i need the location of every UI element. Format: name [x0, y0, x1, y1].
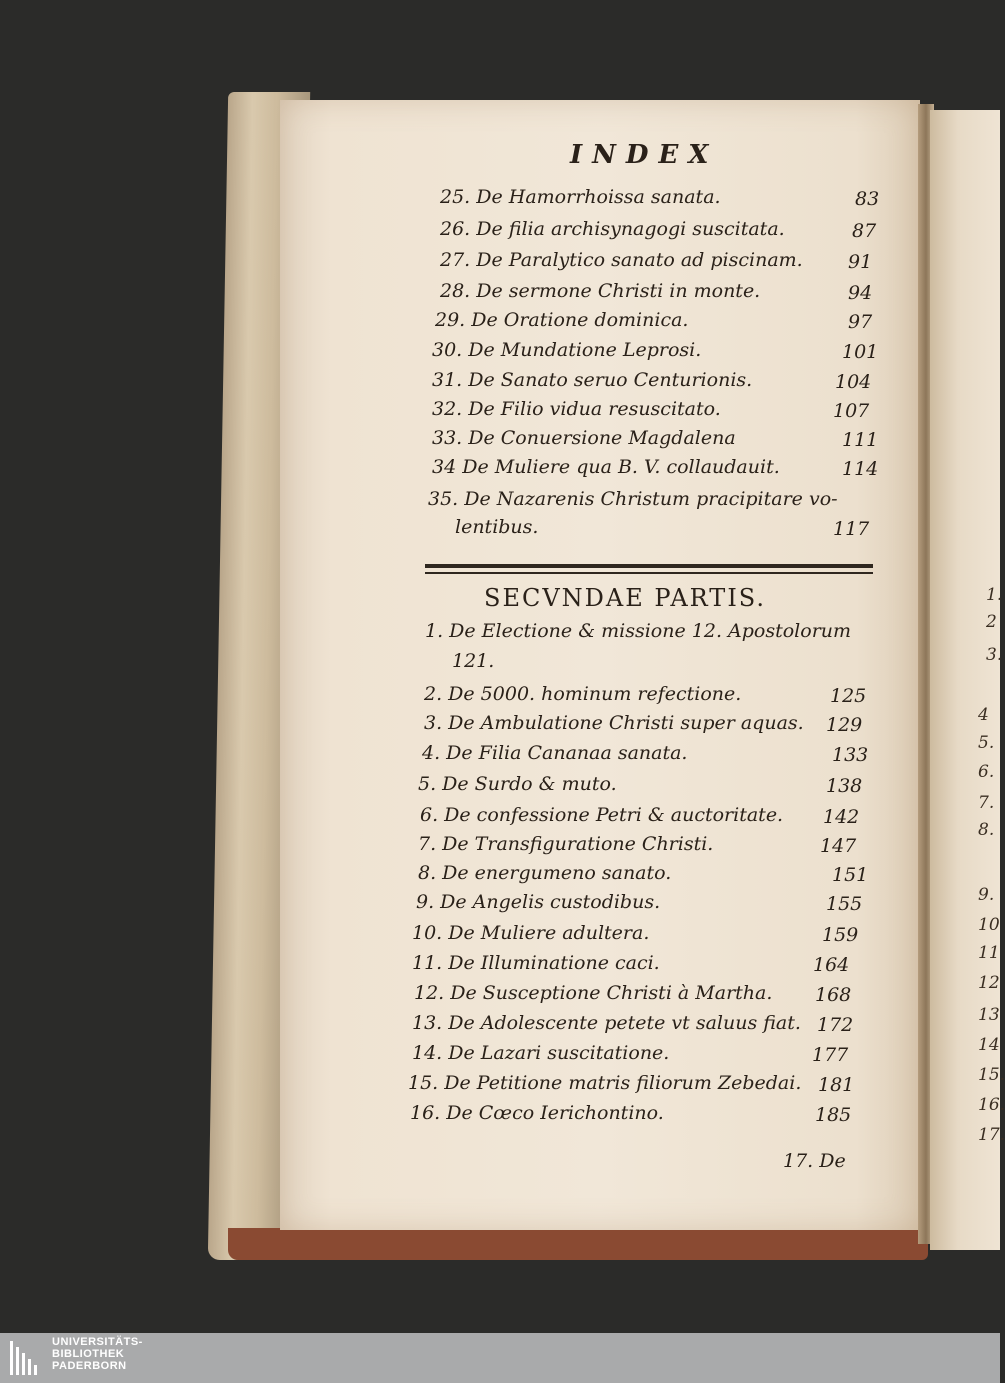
index-entry-title: 30. De Mundatione Leprosi. — [432, 339, 702, 361]
right-page-number: 11 — [978, 943, 1000, 963]
right-page-number: 15. — [978, 1065, 1005, 1085]
index-entry-title: 7. De Transfiguratione Christi. — [418, 833, 714, 855]
right-page-number: 6. — [978, 762, 995, 782]
index-entry-page: 101 — [842, 341, 879, 363]
right-page-number: 17. — [978, 1125, 1005, 1145]
right-page-number: 10 — [978, 915, 1000, 935]
index-entry-page: 168 — [815, 984, 852, 1006]
index-entry-page: 142 — [823, 806, 860, 828]
index-entry-page: 87 — [852, 220, 877, 242]
index-entry-page: 164 — [813, 954, 850, 976]
index-entry-page: 83 — [855, 188, 880, 210]
index-entry-title: 28. De sermone Christi in monte. — [440, 280, 761, 302]
index-entry-title: 34 De Muliere qua B. V. collaudauit. — [432, 456, 780, 478]
index-entry-title: 32. De Filio vidua resuscitato. — [432, 398, 721, 420]
index-entry-title: 4. De Filia Cananaa sanata. — [422, 742, 688, 764]
index-entry-page: 133 — [832, 744, 869, 766]
right-page-number: 4 — [978, 705, 989, 725]
index-entry-title: 2. De 5000. hominum refectione. — [424, 683, 742, 705]
index-entry-page: 111 — [842, 429, 879, 451]
index-entry-title: 25. De Hamorrhoissa sanata. — [440, 186, 721, 208]
running-header: INDEX — [570, 140, 719, 170]
index-entry-page: 147 — [820, 835, 857, 857]
right-page-number: 1. — [986, 585, 1003, 605]
index-entry-page: 107 — [833, 400, 870, 422]
index-entry-title: 8. De energumeno sanato. — [418, 862, 672, 884]
index-entry-title: 27. De Paralytico sanato ad piscinam. — [440, 249, 803, 271]
right-page-number: 7. — [978, 793, 995, 813]
right-page-number: 5. — [978, 733, 995, 753]
index-entry-title: 13. De Adolescente petete vt saluus fiat. — [412, 1012, 801, 1034]
index-entry-page: 159 — [822, 924, 859, 946]
right-page-number: 12 — [978, 973, 1000, 993]
right-page-number: 3. — [986, 645, 1003, 665]
index-entry-title: 10. De Muliere adultera. — [412, 922, 650, 944]
index-entry-title: 31. De Sanato seruo Centurionis. — [432, 369, 753, 391]
index-entry-page: 104 — [835, 371, 872, 393]
index-entry-title: 1. De Electione & missione 12. Apostolorum — [425, 620, 852, 642]
section-rule — [425, 564, 873, 568]
right-page-number: 2 — [986, 612, 997, 632]
index-entry-title: 35. De Nazarenis Christum pracipitare vo- — [428, 488, 838, 510]
index-entry-title: 6. De confessione Petri & auctoritate. — [420, 804, 784, 826]
library-logo-icon — [10, 1339, 42, 1375]
library-name: UNIVERSITÄTS- BIBLIOTHEK PADERBORN — [52, 1336, 143, 1372]
right-page-number: 13 — [978, 1005, 1000, 1025]
scan-scene: INDEX 25. De Hamorrhoissa sanata. 83 26. De filia archisynagogi suscitata. 87 27. De Paralytico sanato ad piscinam. 91 28. De sermone Christi in monte. 94 29. De Oratione dominica. 97 30. De Mundatione Leprosi. 101 31. De Sanato seruo Centurionis. 104 32. De Filio vidua resuscitato. 107 33. De Conuersione Magdalena 111 34 De Muliere qua B. V. collaudauit. 114 35. De Nazarenis Christum pracipitare vo- lentibus. 117 SECVNDAE PARTIS. 1. De Electione & missione 12. Apostolorum 121. 2. De 5000. hominum refectione. 125 3. De Ambulatione Christi super aquas. 129 4. De Filia Cananaa sanata. 133 5. De Surdo & muto. 138 6. De confessione Petri & auctoritate. 142 7. De Transfiguratione Christi. 147 8. De energumeno sanato. 151 9. De Angelis custodibus. 155 10. De Muliere adultera. 159 11. De Illuminatione caci. 164 12. De Susceptione Christi à Martha. 168 13. De Adolescente petete vt saluus fiat. 172 14. De Lazari suscitatione. 177 15. De Petitione matris filiorum Zebedai. 181 16. De Cœco Ierichontino. 185 17. De 1. 2 3. 4 5. 6. 7. 8. 9. 10 11 12 13 14 15. 16. 17. — [0, 0, 1000, 1333]
index-entry-title: 29. De Oratione dominica. — [435, 309, 689, 331]
index-entry-title: 14. De Lazari suscitatione. — [412, 1042, 670, 1064]
index-entry-title: 3. De Ambulatione Christi super aquas. — [424, 712, 804, 734]
index-entry-page: 172 — [817, 1014, 854, 1036]
index-entry-page: 155 — [826, 893, 863, 915]
index-entry-title: lentibus. — [455, 516, 539, 538]
index-entry-title: 5. De Surdo & muto. — [418, 773, 617, 795]
index-entry-page: 151 — [832, 864, 869, 886]
index-entry-title: 9. De Angelis custodibus. — [416, 891, 661, 913]
section-heading: SECVNDAE PARTIS. — [484, 584, 767, 612]
index-entry-title: 11. De Illuminatione caci. — [412, 952, 660, 974]
index-entry-page: 94 — [848, 282, 873, 304]
index-entry-page: 97 — [848, 311, 873, 333]
index-entry-title: 12. De Susceptione Christi à Martha. — [414, 982, 773, 1004]
index-entry-page: 117 — [833, 518, 870, 540]
right-page-number: 14 — [978, 1035, 1000, 1055]
index-entry-title: 15. De Petitione matris filiorum Zebedai. — [408, 1072, 802, 1094]
index-entry-page: 185 — [815, 1104, 852, 1126]
index-entry-page: 125 — [830, 685, 867, 707]
index-entry-page: 181 — [818, 1074, 855, 1096]
right-page-number: 16. — [978, 1095, 1005, 1115]
right-page-number: 9. — [978, 885, 995, 905]
library-footer-bar — [0, 1333, 1000, 1383]
index-entry-page: 138 — [826, 775, 863, 797]
section-rule-thin — [425, 572, 873, 574]
index-entry-page: 129 — [826, 714, 863, 736]
right-page-number: 8. — [978, 820, 995, 840]
index-entry-page: 114 — [842, 458, 879, 480]
index-entry-page: 91 — [848, 251, 873, 273]
index-entry-title: 16. De Cœco Ierichontino. — [410, 1102, 664, 1124]
index-entry-title: 33. De Conuersione Magdalena — [432, 427, 736, 449]
index-entry-page: 177 — [812, 1044, 849, 1066]
index-entry-title: 121. — [452, 650, 495, 672]
index-entry-title: 26. De filia archisynagogi suscitata. — [440, 218, 785, 240]
book-cover-edge — [228, 1228, 928, 1260]
